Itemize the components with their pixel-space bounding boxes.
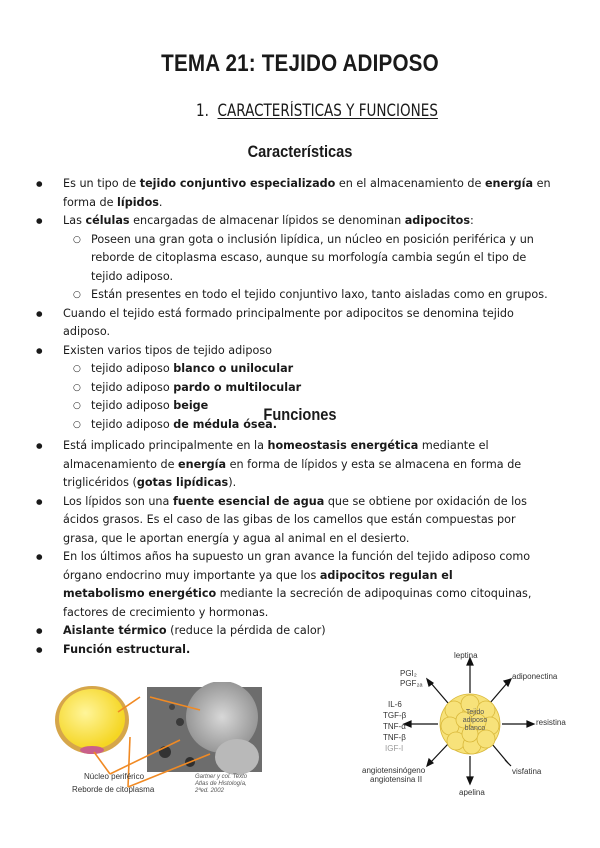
list-item: ● Aislante térmico (reduce la pérdida de calor) xyxy=(63,622,533,641)
funciones-heading: Funciones xyxy=(263,405,337,424)
list-item: ● En los últimos años ha supuesto un gran avance la función del tejido adiposo como órgano endocrino muy importante ya que los adipocitos regulan el metabolismo energético mediante la secreción de adipoquinas como citoquinas, factores de crecimiento y hormonas. xyxy=(63,548,533,622)
diagram-center-label: Tejido adiposo blanco xyxy=(462,709,488,732)
list-item: ○ tejido adiposo blanco o unilocular xyxy=(91,360,553,379)
list-item: ● Función estructural. xyxy=(63,641,533,660)
list-item: ● Es un tipo de tejido conjuntivo especializado en el almacenamiento de energía en forma de lípidos. xyxy=(63,175,553,212)
figure-label-rim: Reborde de citoplasma xyxy=(72,785,155,794)
label-leptina: leptina xyxy=(454,651,478,660)
label-apelina: apelina xyxy=(459,788,485,797)
list-item: ○ Poseen una gran gota o inclusión lipídica, un núcleo en posición periférica y un reborde de citoplasma escaso, aunque su morfología cambia según el tipo de tejido adiposo. xyxy=(91,231,553,287)
label-igf: IGF-I xyxy=(385,744,404,753)
figure-credit: Gartner y col. Texto Atlas de Histología, 2ªed. 2002 xyxy=(195,774,248,794)
label-pgi2: PGI₂ xyxy=(400,669,417,678)
list-item: ○ Están presentes en todo el tejido conjuntivo laxo, tanto aisladas como en grupos. xyxy=(91,286,553,305)
list-item: ● Cuando el tejido está formado principalmente por adipocitos se denomina tejido adiposo. xyxy=(63,305,553,342)
label-tgf: TGF-β xyxy=(383,711,407,720)
label-pgf2a: PGF₂ₐ xyxy=(400,679,423,688)
section-label: CARACTERÍSTICAS Y FUNCIONES xyxy=(217,101,438,120)
caracteristicas-heading: Características xyxy=(247,142,353,161)
list-item: ● Existen varios tipos de tejido adiposo xyxy=(63,342,553,361)
list-item: ○ tejido adiposo pardo o multilocular xyxy=(91,379,553,398)
arrow-icon xyxy=(94,752,110,774)
funciones-list xyxy=(63,437,533,659)
section-number: 1. xyxy=(196,101,209,120)
label-adiponectina: adiponectina xyxy=(512,672,558,681)
list-item: ● Los lípidos son una fuente esencial de agua que se obtiene por oxidación de los ácidos grasos. Es el caso de las gibas de los camellos que están compuestas por grasa, que le aportan energía y agua al animal en el desierto. xyxy=(63,493,533,549)
label-visfatina: visfatina xyxy=(512,767,542,776)
page-title: TEMA 21: TEJIDO ADIPOSO xyxy=(161,50,439,77)
list-item: ● Las células encargadas de almacenar lípidos se denominan adipocitos: xyxy=(63,212,553,231)
label-il6: IL-6 xyxy=(388,700,402,709)
label-angiotensinogeno: angiotensinógeno xyxy=(362,766,426,775)
list-item: ● Está implicado principalmente en la homeostasis energética mediante el almacenamiento de energía en forma de lípidos y esta se almacena en forma de triglicéridos (gotas lipídicas). xyxy=(63,437,533,493)
label-tnfa: TNF-α xyxy=(383,722,406,731)
section-heading xyxy=(196,101,438,120)
label-angiotensina: angiotensina II xyxy=(370,775,423,784)
list-item: ○ tejido adiposo beige xyxy=(91,397,553,416)
nucleus xyxy=(80,746,104,754)
figure-label-nucleus: Núcleo periférico xyxy=(84,772,145,781)
caracteristicas-list xyxy=(63,175,553,434)
label-resistina: resistina xyxy=(536,718,566,727)
lipid-droplet xyxy=(59,689,125,749)
list-item: ○ tejido adiposo de médula ósea. xyxy=(91,416,553,435)
label-tnfb: TNF-β xyxy=(383,733,406,742)
